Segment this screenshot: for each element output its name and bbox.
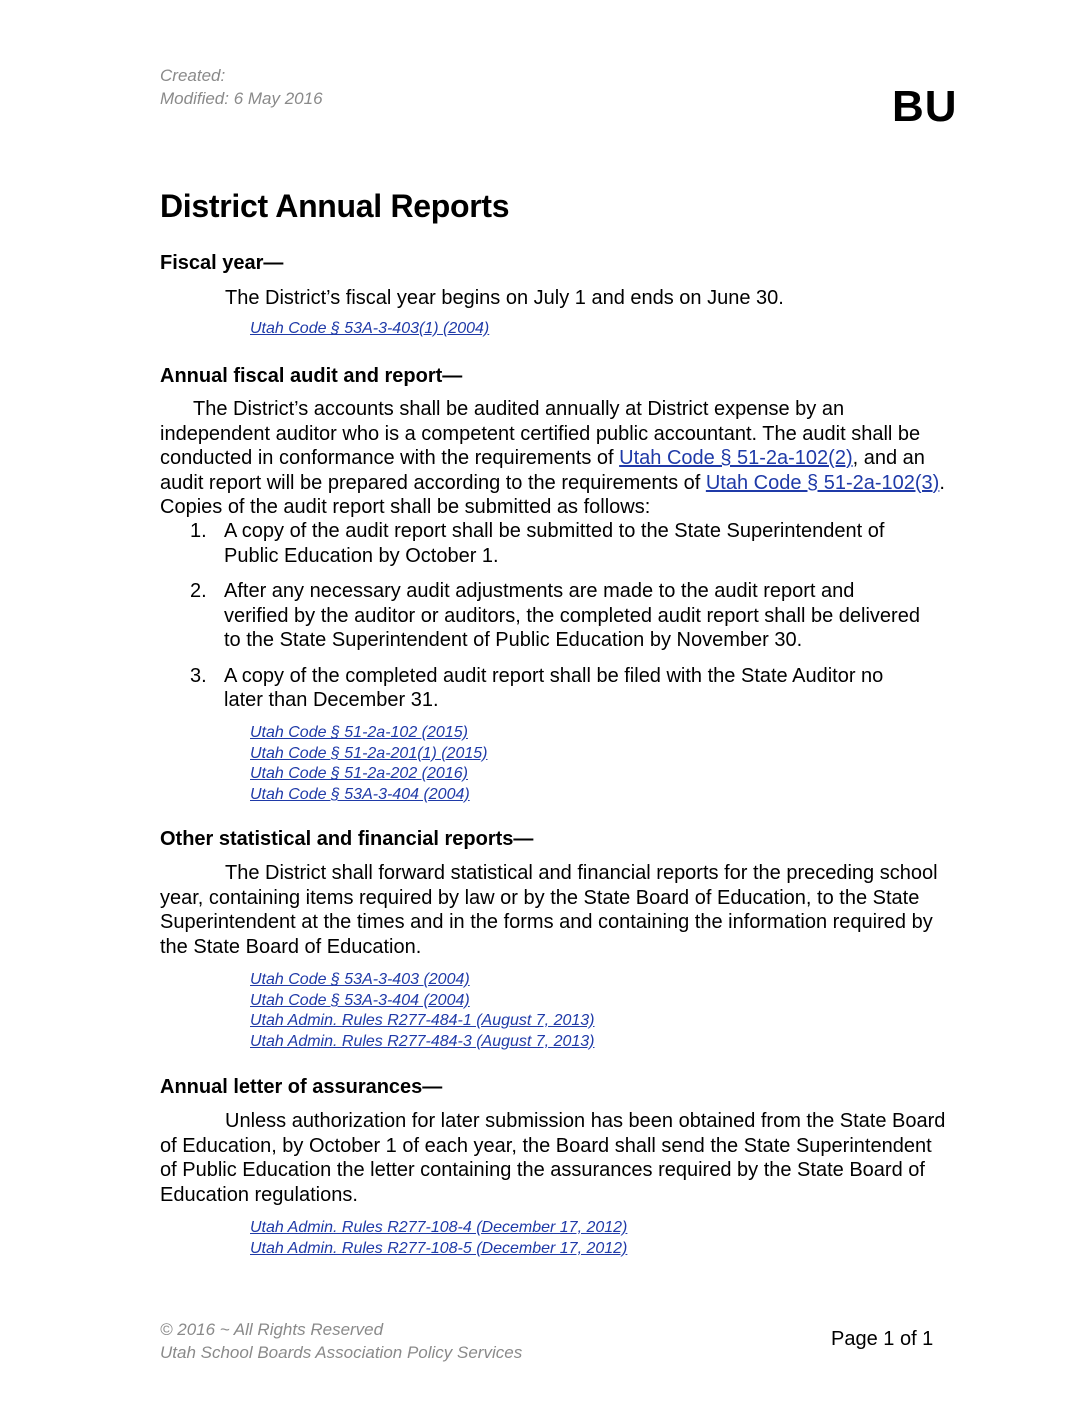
page-title: District Annual Reports [160, 188, 510, 224]
list-number: 2. [190, 580, 207, 602]
footer-copyright-block [160, 1318, 522, 1364]
section-heading-assurances: Annual letter of assurances— [160, 1076, 443, 1098]
document-meta [160, 64, 323, 110]
list-item-text: After any necessary audit adjustments are made to the audit report and verified by the auditor or auditors, the completed audit report shall be delivered to the State Superintendent of Public Education by November 30. [224, 580, 920, 651]
statistical-text: The District shall forward statistical and financial reports for the preceding school year, containing items required by law or by the State Board of Education, to the State Superintendent at the times and in the forms and containing the information required by the State Board of Education. [160, 862, 938, 958]
citation-link[interactable]: Utah Admin. Rules R277-484-1 (August 7, 2013) [250, 1012, 595, 1029]
fiscal-year-refs [250, 319, 489, 340]
section-heading-statistical: Other statistical and financial reports— [160, 828, 534, 850]
section-heading-fiscal-year: Fiscal year— [160, 252, 284, 274]
list-item [160, 664, 924, 713]
created-label: Created: [160, 66, 226, 85]
citation-link[interactable]: Utah Code § 51-2a-102 (2015) [250, 724, 468, 741]
audit-paragraph [160, 397, 950, 520]
list-number: 1. [190, 520, 207, 542]
citation-link[interactable]: Utah Code § 51-2a-202 (2016) [250, 765, 468, 782]
citation-link[interactable]: Utah Code § 53A-3-403(1) (2004) [250, 320, 490, 337]
publisher-text: Utah School Boards Association Policy Services [160, 1343, 523, 1362]
list-item [160, 519, 924, 568]
assurances-refs [250, 1218, 627, 1259]
citation-link[interactable]: Utah Code § 53A-3-404 (2004) [250, 991, 470, 1009]
citation-link[interactable]: Utah Code § 53A-3-404 (2004) [250, 785, 470, 803]
audit-text-2: , and an audit report will be prepared according to the requirements of [160, 447, 925, 494]
page-number: Page 1 of 1 [831, 1328, 934, 1350]
statistical-refs [250, 970, 594, 1052]
audit-text-3: . Copies of the audit report shall be submitted as follows: [160, 471, 945, 518]
list-item-text: A copy of the audit report shall be submitted to the State Superintendent of Public Education by October 1. [224, 520, 885, 567]
citation-link[interactable]: Utah Admin. Rules R277-108-4 (December 17, 2012) [250, 1219, 628, 1236]
copyright-text: © 2016 ~ All Rights Reserved [160, 1320, 384, 1339]
citation-link[interactable]: Utah Admin. Rules R277-108-5 (December 17, 2012) [250, 1239, 628, 1257]
audit-refs [250, 723, 487, 805]
modified-date: Modified: 6 May 2016 [160, 89, 323, 108]
audit-text-1: The District’s accounts shall be audited annually at District expense by an independent auditor who is a competent certified public accountant. The audit shall be conducted in conformance with the requirements of [160, 398, 921, 469]
list-item-text: A copy of the completed audit report shall be filed with the State Auditor no later than December 31. [224, 664, 884, 711]
utah-code-51-2a-102-2-link[interactable]: Utah Code § 51-2a-102(2) [619, 447, 853, 469]
list-number: 3. [190, 664, 207, 687]
audit-submission-list [160, 519, 924, 724]
assurances-text: Unless authorization for later submission has been obtained from the State Board of Education, by October 1 of each year, the Board shall send the State Superintendent of Public Education the letter containing the assurances required by the State Board of Education regulations. [160, 1110, 946, 1206]
citation-link[interactable]: Utah Admin. Rules R277-484-3 (August 7, 2013) [250, 1032, 595, 1050]
utah-code-51-2a-102-3-link[interactable]: Utah Code § 51-2a-102(3) [705, 471, 940, 494]
list-item [160, 579, 924, 653]
fiscal-year-text: The District’s fiscal year begins on July 1 and ends on June 30. [225, 287, 784, 309]
citation-link[interactable]: Utah Code § 51-2a-201(1) (2015) [250, 744, 488, 762]
policy-code: BU [892, 82, 958, 131]
citation-link[interactable]: Utah Code § 53A-3-403 (2004) [250, 971, 470, 988]
section-heading-audit: Annual fiscal audit and report— [160, 365, 463, 387]
